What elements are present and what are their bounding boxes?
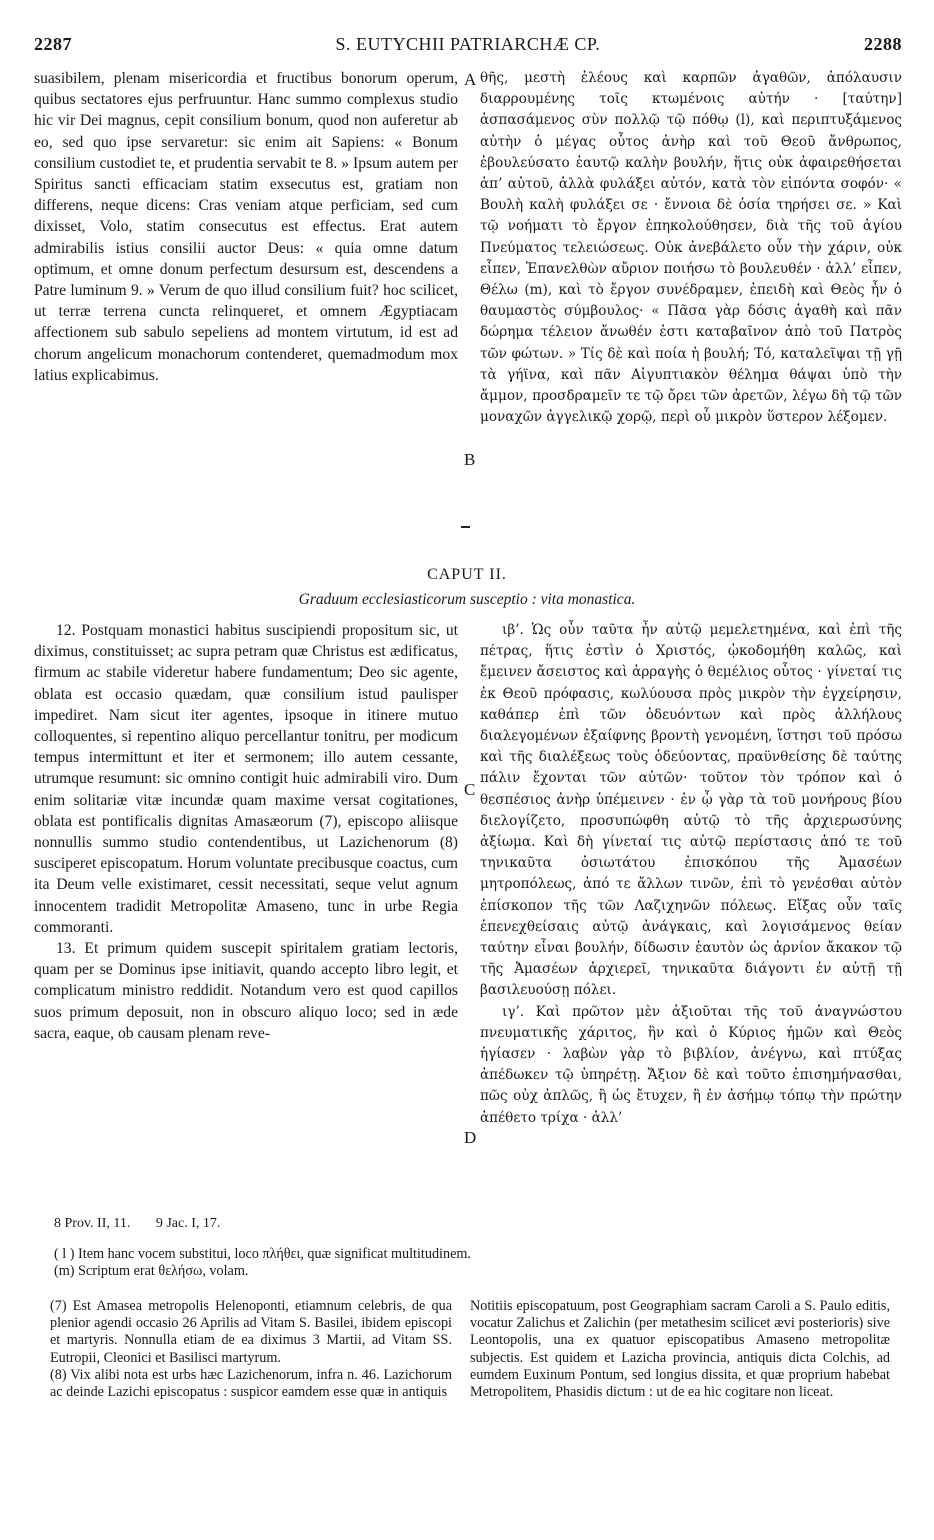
note-m: (m) Scriptum erat θελήσω, volam.: [54, 1263, 249, 1279]
margin-letter-b: B: [464, 450, 476, 469]
margin-letter-a: A: [464, 70, 477, 89]
textual-notes: [54, 1246, 914, 1280]
greek-column-top: [480, 68, 902, 428]
commentary-note-7: (7) Est Amasea metropolis Helenoponti, etiamnum celebris, de qua plenior agendi occasio 26 Aprilis ad Vitam S. Basilei, ibidem episcopi et martyris. Nonnulla etiam de ea diximus 3 Martii, ad Vitam SS. Eutropii, Cleonici et Basilisci martyrum.: [50, 1298, 452, 1366]
chapter-subtitle: Graduum ecclesiasticorum susceptio : vita monastica.: [298, 591, 636, 608]
latin-paragraph-12: 12. Postquam monastici habitus suscipiendi propositum sic, ut diximus, constituisset; ac supra petram quæ Christus est ædificatus, firmum ac stabile videretur habere fundamentum; Deo sic agente, oblata est occasio quædam, quæ consilium istud paulisper impediret. Nam sicut iter agentes, ipsoque in itinere mutuo colloquentes, si repentino aliquo percellantur tonitru, per modicum tempus intermittunt et iter et sermonem; illo autem cessante, utrumque resumunt: sic omnino contigit huic admirabili viro. Dum enim solitariæ vitæ incundæ quam maxime versat cogitationes, oblata est pontificalis dignitas Amasæorum (7), episcopo aliisque nonnullis summo studio contendentibus, ut Lazichenorum (8) susciperet episcopatum. Horum voluntate precibusque coactus, cum ita Deum velle existimaret, cessit necessitati, seque velut agnum innocentem tradidit Metropolitæ Amaseno, tunc in urbe Regia commoranti.: [34, 622, 458, 936]
greek-paragraph-12: ιβ’. Ὡς οὖν ταῦτα ἦν αὐτῷ μεμελετημένα, καὶ ἐπὶ τῆς πέτρας, ἥτις ἐστὶν ὁ Χριστός, ᾠκοδομήθη καλῶς, καὶ ἔμεινεν ἄσειστος καὶ ἀρραγὴς ὁ θεμέλιος οὗτος · γίνεταί τις ἐκ Θεοῦ πρόφασις, κωλύουσα πρὸς μικρὸν τὴν ἐγχείρησιν, καθάπερ ἐπὶ τῶν ὁδευόντων καὶ πρὸς ἀλλήλους διαλεγομένων ἐξαίφνης βροντὴ γενομένη, ἵστησι τοῦ πρόσω καὶ τῆς διαλέξεως τοὺς ὁδεύοντας, πραϋνθείσης δὲ ταύτης πάλιν ἔχονται τῶν αὐτῶν· τοῦτον τὸν τρόπον καὶ ὁ θεσπέσιος ἀνὴρ ὑπέμεινεν · ἐν ᾧ γὰρ τὰ τοῦ μονήρους βίου διελογίζετο, προσυπώφθη αὐτῷ τὸ τῆς ἀρχιερωσύνης ἀξίωμα. Καὶ δὴ γίνεταί τις αὐτῷ περίστασις ἀπό τε τοῦ τηνικαῦτα ὁσιωτάτου ἐπισκόπου τῆς Ἀμασέων μητροπόλεως, ἀπό τε ἄλλων τινῶν, ἐπὶ τὸ γενέσθαι αὐτὸν ἐπίσκοπον τῆς τῶν Λαζιχηνῶν πόλεως. Εἴξας οὖν ταῖς ἐπενεχθείσαις αὐτῷ ἀνάγκαις, καὶ λογισάμενος θείαν ταύτην εἶναι βουλήν, δίδωσιν ἑαυτὸν ὡς ἀρνίον ἄκακον τῷ τῆς Ἀμασέων ἀρχιερεῖ, τηνικαῦτα διάγοντι ἐν αὐτῇ τῇ βασιλευούσῃ πόλει.: [480, 622, 902, 999]
commentary-right: [470, 1298, 890, 1401]
footnote-9: 9 Jac. I, 17.: [155, 1216, 221, 1231]
note-l: ( l ) Item hanc vocem substitui, loco πλήθει, quæ significat multitudinem.: [54, 1246, 471, 1262]
latin-paragraph-11: suasibilem, plenam misericordia et fructibus bonorum operum, quibus sectatores ejus perfruuntur. Hanc summo complexus studio hic vir Dei magnus, cepit consilium bonum, quod non auferetur ab eo, sed quo ipse servaretur: sic enim ait Sapiens: « Bonum consilium custodiet te, et prudentia servabit te 8. » Ipsum autem per Spiritus sancti efficaciam statim exsecutus est, gratiam non differens, neque dicens: Cras veniam atque perficiam, sed cum dixisset, Volo, statim consecutus est effectus. Erat autem admirabilis istius consilii auctor Deus: « quia omne datum optimum, et omne donum perfectum desursum est, descendens a Patre luminum 9. » Verum de quo illud consilium fuit? hoc scilicet, ut terræ terrena cuncta relinqueret, et omnem Ægyptiacam affectionem sub sabulo sepeliens ad montem virtutum, id est ad chorum angelicum monachorum contenderet, quemadmodum mox latius explicabimus.: [34, 70, 458, 384]
commentary-note-8-continued: Notitiis episcopatuum, post Geographiam sacram Caroli a S. Paulo editis, vocatur Zalichus et Zalichin (per metathesim scilicet ævi posterioris) sive Leontopolis, una ex quatuor episcopatibus Amaseno metropolitæ subjectis. Est quidem et Lazicha provincia, antiquis dicta Colchis, ad eumdem Euxinum Pontum, sed longius dissita, et quæ proprium habebat Metropolitem, Phasidis dictum : ut de ea hic cogitare non liceat.: [470, 1298, 890, 1401]
running-header: [34, 34, 902, 58]
margin-letter-d: D: [464, 1128, 477, 1147]
greek-paragraph-11: θῆς, μεστὴ ἐλέους καὶ καρπῶν ἀγαθῶν, ἀπόλαυσιν διαρρουμένης τοῖς κτωμένοις αὐτήν · [ταύτην] ἀσπασάμενος σὺν πολλῷ τῷ πόθῳ (l), καὶ περιπτυξάμενος αὐτὴν ὁ μέγας οὗτος ἀνὴρ καὶ τοῦ Θεοῦ ἄνθρωπος, ἐβουλεύσατο ἑαυτῷ καλὴν βουλήν, ἥτις οὐκ ἀφαιρεθήσεται ἀπ’ αὐτοῦ, ἀλλὰ φυλάξει αὐτόν, κατὰ τὸν εἰπόντα σοφόν· « Βουλὴ καλὴ φυλάξει σε · ἔννοια δὲ ὁσία τηρήσει σε. » Καὶ τῷ νοήματι τὸ ἔργον ἐπηκολούθησεν, διὰ τῆς τοῦ ἁγίου Πνεύματος τελειώσεως. Οὐκ ἀνεβάλετο οὖν τὴν χάριν, οὐκ εἶπεν, Ἐπανελθὼν αὔριον ποιήσω τὸ βουλευθέν · ἀλλ’ εἶπεν, Θέλω (m), καὶ τὸ ἔργον συνέδραμεν, ἐπειδὴ καὶ Θεὸς ἦν ὁ θαυμαστὸς σύμβουλος· « Πᾶσα γὰρ δόσις ἀγαθὴ καὶ πᾶν δώρημα τέλειον ἄνωθέν ἐστι καταβαῖνον ἀπὸ τοῦ Πατρὸς τῶν φώτων. » Τίς δὲ καὶ ποία ἡ βουλή; Τό, καταλεῖψαι τῇ γῇ τὰ γήϊνα, καὶ πᾶν Αἰγυπτιακὸν θέλημα θάψαι ὑπὸ τὴν ἄμμον, προσδραμεῖν τε τῷ ὄρει τῶν ἀρετῶν, λέγω δὴ τῷ τῶν μοναχῶν ἀγγελικῷ χορῷ, περὶ οὗ μικρὸν ὕστερον λέξομεν.: [480, 70, 902, 426]
section-divider: [461, 526, 470, 528]
chapter-heading: CAPUT II.: [427, 566, 507, 583]
latin-paragraph-13: 13. Et primum quidem suscepit spiritalem gratiam lectoris, quam per se Dominus ipse initiavit, quando accepto libro legit, et complicatum ministro reddidit. Notandum vero est quod capillos suos primum deposuit, non in obscuro aliquo loco; sed in æde sacra, eaque, ob causam plenam reve-: [34, 940, 458, 1042]
footnote-8: 8 Prov. II, 11.: [54, 1216, 131, 1231]
latin-column-top: [34, 68, 458, 386]
page-number-left: 2287: [34, 34, 72, 54]
running-title: S. EUTYCHII PATRIARCHÆ CP.: [335, 34, 601, 54]
commentary-left: [50, 1298, 452, 1401]
greek-column-middle: [480, 620, 902, 1129]
commentary-note-8: (8) Vix alibi nota est urbs hæc Lazichenorum, infra n. 46. Lazichorum ac deinde Lazichi episcopatus : suspicor eamdem esse quæ in antiquis: [50, 1366, 452, 1401]
scripture-references: [54, 1216, 242, 1232]
page-number-right: 2288: [864, 34, 902, 54]
greek-paragraph-13: ιγ’. Καὶ πρῶτον μὲν ἀξιοῦται τῆς τοῦ ἀναγνώστου πνευματικῆς χάριτος, ἣν καὶ ὁ Κύριος ἡμῶν καὶ Θεὸς ἡγίασεν · λαβὼν γὰρ τὸ βιβλίον, ἀνέγνω, καὶ πτύξας ἀπέδωκεν τῷ ὑπηρέτῃ. Ἄξιον δὲ καὶ τοῦτο ἐπισημήνασθαι, πῶς οὐχ ἁπλῶς, ἢ ὡς ἔτυχεν, ἢ ἐν ἀσήμῳ τόπῳ τὴν πρώτην ἀπέθετο τρίχα · ἀλλ’: [480, 1003, 902, 1126]
margin-letter-c: C: [464, 780, 476, 799]
latin-column-middle: [34, 620, 458, 1044]
